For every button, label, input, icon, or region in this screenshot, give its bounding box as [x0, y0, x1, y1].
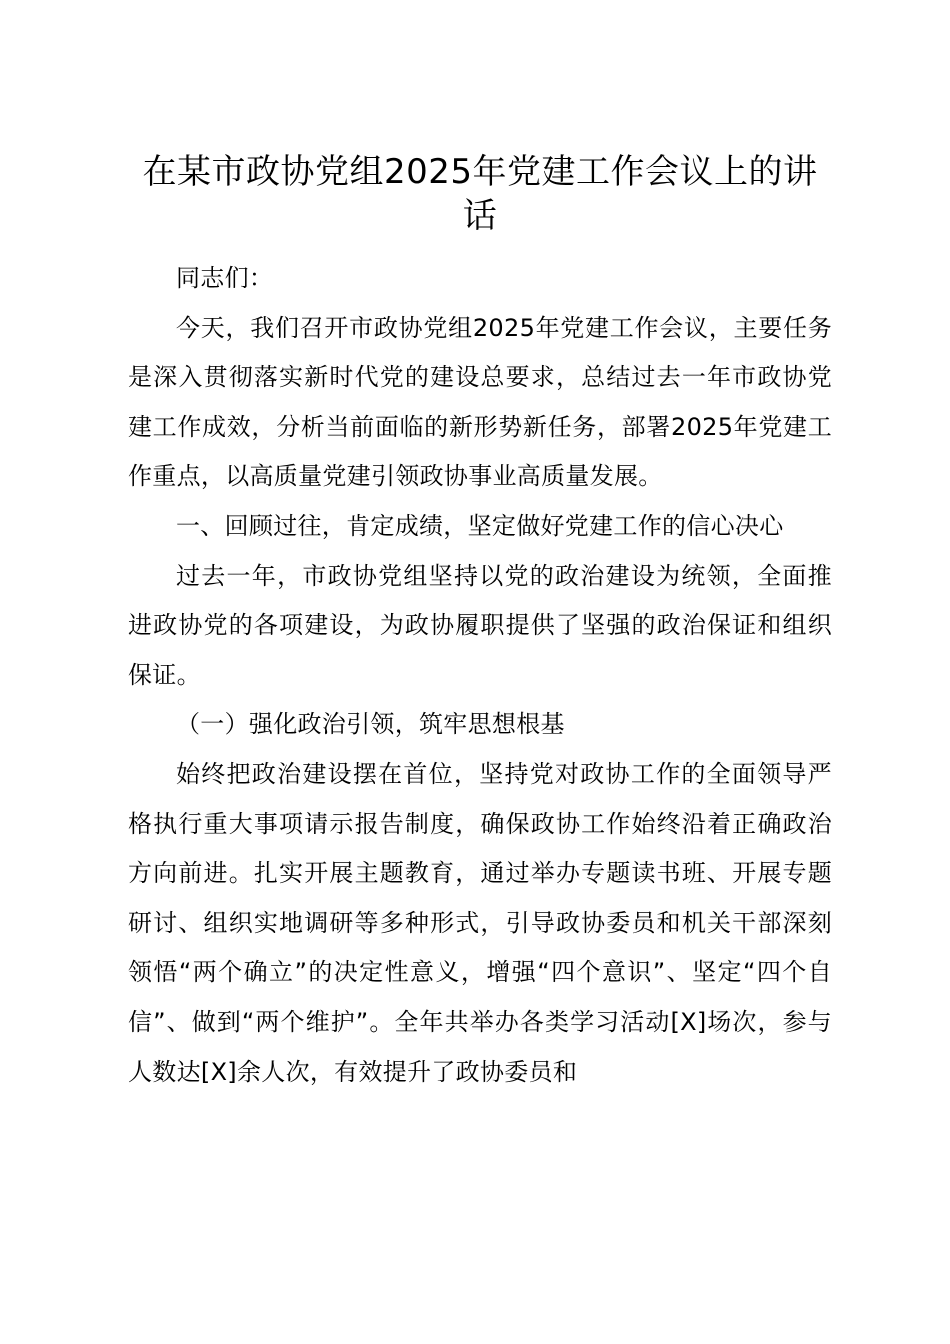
- section-1-intro-paragraph: 过去一年，市政协党组坚持以党的政治建设为统领，全面推进政协党的各项建设，为政协履职提供了坚强的政治保证和组织保证。: [128, 561, 832, 689]
- subsection-1-body-paragraph: 始终把政治建设摆在首位，坚持党对政协工作的全面领导严格执行重大事项请示报告制度，确保政协工作始终沿着正确政治方向前进。扎实开展主题教育，通过举办专题读书班、开展专题研讨、组织实地调研等多种形式，引导政协委员和机关干部深刻领悟“两个确立”的决定性意义，增强“四个意识”、坚定“四个自信”、做到“两个维护”。全年共举办各类学习活动[X]场次，参与人数达[X]余人次，有效提升了政协委员和: [128, 759, 832, 1086]
- document-title: 在某市政协党组2025年党建工作会议上的讲话: [142, 152, 818, 236]
- salutation: 同志们：: [176, 264, 274, 292]
- intro-paragraph: 今天，我们召开市政协党组2025年党建工作会议，主要任务是深入贯彻落实新时代党的建设总要求，总结过去一年市政协党建工作成效，分析当前面临的新形势新任务，部署2025年党建工作重点，以高质量党建引领政协事业高质量发展。: [128, 313, 832, 491]
- subsection-heading-1: （一）强化政治引领，筑牢思想根基: [176, 710, 565, 739]
- document-page: [128, 150, 832, 1097]
- document-body: [128, 254, 832, 1097]
- section-heading-1: 一、回顾过往，肯定成绩，坚定做好党建工作的信心决心: [176, 511, 784, 540]
